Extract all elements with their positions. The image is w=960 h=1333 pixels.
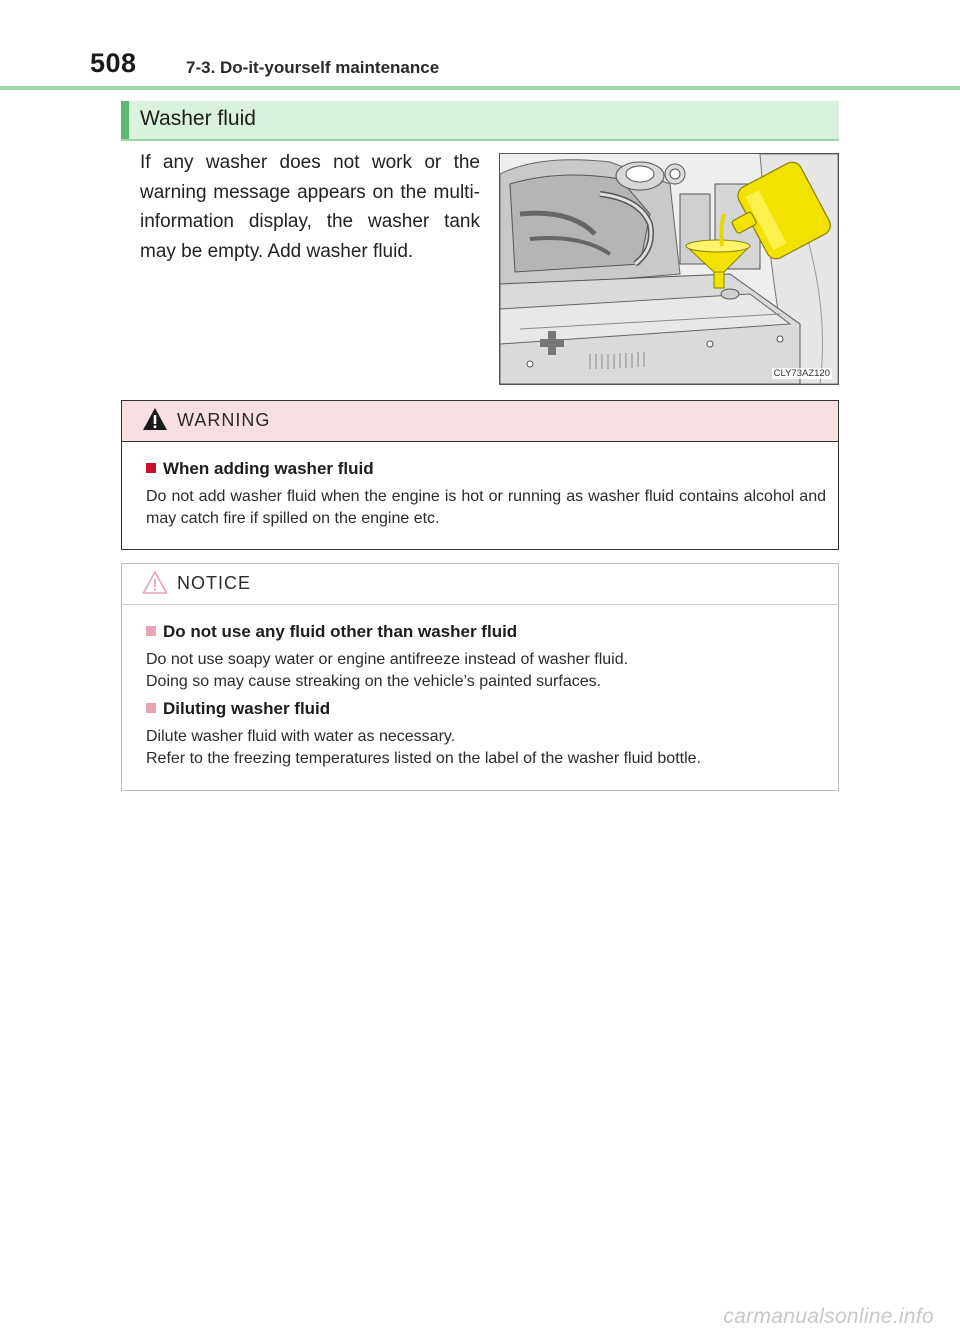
engine-bay-illustration — [499, 153, 839, 385]
warning-box — [121, 400, 839, 550]
notice-box — [121, 563, 839, 791]
header-rule — [0, 86, 960, 90]
warning-item-body: Do not add washer fluid when the engine is hot or running as washer fluid contains alcohol and may catch fire if spilled on the engine etc. — [146, 488, 826, 527]
intro-paragraph: If any washer does not work or the warning message appears on the multi-information display, the washer tank may be empty. Add washer fluid. — [140, 152, 480, 262]
warning-item — [146, 459, 826, 530]
notice-item — [146, 699, 826, 770]
notice-bullet-icon — [146, 626, 156, 636]
notice-header — [122, 564, 838, 605]
warning-header — [122, 401, 838, 442]
warning-bullet-icon — [146, 463, 156, 473]
page-number: 508 — [90, 48, 137, 78]
notice-item-title: Do not use any fluid other than washer fluid — [146, 622, 826, 642]
warning-triangle-icon — [142, 406, 168, 432]
notice-item-title: Diluting washer fluid — [146, 699, 826, 719]
notice-item-body: Dilute washer fluid with water as necessary. Refer to the freezing temperatures listed on the label of the washer fluid bottle. — [146, 728, 701, 767]
warning-item-title: When adding washer fluid — [146, 459, 826, 479]
figure-code: CLY73AZ120 — [773, 368, 830, 379]
section-title: Washer fluid — [140, 107, 256, 130]
section-heading — [121, 101, 839, 141]
site-watermark: carmanualsonline.info — [723, 1305, 934, 1328]
notice-item-body: Do not use soapy water or engine antifreeze instead of washer fluid. Doing so may cause streaking on the vehicle’s painted surfaces. — [146, 651, 629, 690]
caution-triangle-icon — [142, 569, 168, 595]
warning-label: WARNING — [177, 410, 271, 430]
engine-bay-drawing — [500, 154, 838, 384]
notice-bullet-icon — [146, 703, 156, 713]
page-header — [0, 0, 960, 92]
notice-label: NOTICE — [177, 573, 252, 593]
chapter-title: 7-3. Do-it-yourself maintenance — [186, 58, 440, 77]
section-accent-bar — [121, 101, 129, 139]
notice-item — [146, 622, 826, 693]
